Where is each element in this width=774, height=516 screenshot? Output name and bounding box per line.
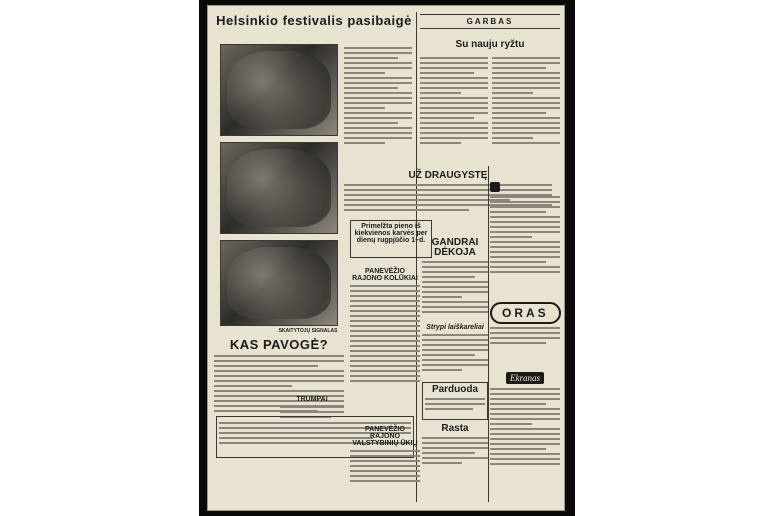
festival-photo-3	[220, 240, 338, 326]
right-column	[490, 174, 560, 276]
dairy-table-title: PANEVĖŽIO RAJONO KOLŪKIAI	[352, 268, 418, 282]
stock-table	[350, 426, 420, 485]
strypi-headline: Strypi laiškareliai	[426, 324, 484, 331]
question-headline: KAS PAVOGĖ?	[229, 337, 329, 352]
ekranas-logo: Ekranas	[506, 372, 544, 384]
found-headline: Rasta	[441, 423, 469, 434]
strypi-section	[422, 324, 488, 374]
found-section	[422, 424, 488, 467]
newspaper-page	[207, 5, 565, 511]
festival-photo-2	[220, 142, 338, 234]
festival-photo-1	[220, 44, 338, 136]
dairy-table	[350, 268, 420, 385]
thanks-headline: GANDRAI DĖKOJA	[431, 237, 479, 258]
garbas-title: GARBAS	[420, 14, 560, 29]
short-headline: TRUMPAI	[296, 396, 328, 403]
oras-ad	[490, 302, 560, 347]
friendship-headline: UŽ DRAUGYSTĘ	[408, 170, 488, 181]
rice-headline: Su nauju ryžtu	[455, 39, 525, 50]
sale-box	[422, 382, 488, 420]
festival-body-text	[344, 44, 412, 147]
festival-section	[214, 14, 414, 27]
ekranas-section	[490, 366, 560, 468]
oras-logo: ORAS	[490, 302, 561, 324]
right-section-tag	[490, 182, 500, 192]
plan-headline: Primelžta pieno iš kiekvienos karvės per dienų rugpjūčio 1–d.	[354, 223, 428, 244]
rice-section	[420, 40, 560, 147]
garbas-masthead	[420, 14, 560, 29]
stock-table-title: PANEVĖŽIO RAJONO VALSTYBINIŲ ŪKIŲ	[352, 426, 418, 447]
festival-headline: Helsinkio festivalis pasibaigė	[216, 13, 412, 28]
signals-label: SKAITYTOJŲ SIGNALAS	[278, 328, 338, 334]
sale-headline: Parduoda	[431, 384, 479, 395]
plan-box	[350, 220, 432, 258]
thanks-section	[422, 238, 488, 316]
